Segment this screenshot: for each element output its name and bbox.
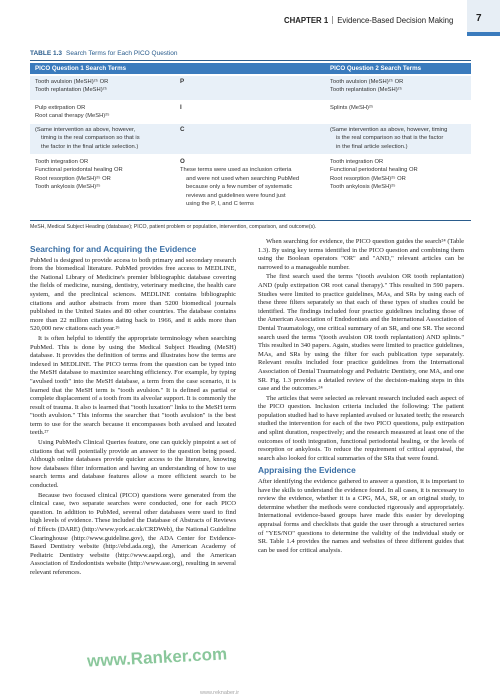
table-cell-q1 [35,126,195,151]
table-cell-line: reviews and guidelines were found just [186,192,286,199]
running-header [0,0,500,36]
table-row [30,124,471,154]
table-title: Search Terms for Each PICO Question [66,50,178,57]
table-cell-q1 [35,78,195,95]
table-cell-line: in the final article selection.) [336,143,408,150]
body-paragraph: Because two focused clinical (PICO) questions were generated from the clinical case, two separate searches were conducted, one for each PICO question. In addition to PubMed, several other databases were used to find high levels of evidence. These included the Database of Abstracts of Reviews of Effects (DARE) (http://www.york.ac.uk/CRDWeb), the National Guideline Clearinghouse (http://www.guideline.gov), the ADA Center for Evidence-Based Dentistry website (http://ebd.ada.org), the American Academy of Pediatric Dentistry website (http://www.aapd.org), and the American Association of Endodontists website (http://www.aae.org), resulting in several relevant references. [30,491,236,576]
table-row [30,102,471,122]
right-text-column [258,238,464,556]
page-tab-block [467,0,500,36]
body-paragraph: After identifying the evidence gathered to answer a question, it is important to have the skills to understand the evidence found. In all cases, it is necessary to review the evidence, whether it is a CPG, MA, SR, or an original study, to determine whether the methods were conducted rigorously and appropriately. International evidence-based groups have made this easier by developing appraisal forms and checklists that guide the user through a structured series of "YES/NO" questions to determine the validity of the individual study or SR. Table 1.4 provides the names and websites of three different guides that can be used for critical analysis. [258,478,464,554]
pico-letter: I [180,104,182,111]
table-label: TABLE 1.3 [30,50,63,57]
table-cell-line: timing is the real comparison so that is [41,135,140,142]
right-paragraphs-bottom [258,478,464,555]
table-footnote: MeSH, Medical Subject Heading (database); PICO, patient problem or population, intervention, comparison, and outcome(s). [30,224,317,230]
pico-letter: P [180,78,185,85]
chapter-label [284,16,453,25]
pico-letter: C [180,126,185,133]
table-cell-line: (Same intervention as above, however, [35,127,136,133]
table-cell-q2 [330,158,468,192]
left-text-column [30,245,236,579]
table-cell-q2 [330,78,468,95]
table-cell-line: Tooth avulsion (MeSH)²⁵ OR [330,79,404,85]
table-cell-line: Tooth avulsion (MeSH)²⁵ OR [35,79,109,85]
table-cell-line: Functional periodontal healing OR [35,167,123,174]
table-cell-q2 [330,126,468,151]
table-row [30,156,471,218]
table-caption [30,50,178,57]
body-paragraph: The articles that were selected as relevant research included each aspect of the PICO question. Inclusion criteria included the following: The patient population studied had to have replanted avulsed or luxated teeth; the research studied the intervention for each of the two PICO questions, pulp extirpation and splint duration, respectively; and the research measured at least one of the outcomes of tooth integration, functional periodontal healing, or the levels of resorption or ankylosis. To reduce the requirement of critical appraisal, the search also looked for critical summaries of the SRs that were found. [258,394,464,462]
watermark-url: www.reknaber.ir [200,690,240,696]
pico-letter: O [180,158,185,165]
body-paragraph: PubMed is designed to provide access to both primary and secondary research from the biomedical literature. PubMed provides free access to MEDLINE, the National Library of Medicine's premier bibliographic database covering the fields of medicine, nursing, dentistry, veterinary medicine, the health care system, and the preclinical sciences. MEDLINE contains bibliographic citations and author abstracts from more than 5200 biomedical journals published in the United States and 80 other countries. The database contains more than 22 million citations dating back to 1966, and it adds more than 520,000 new citations each year.²⁶ [30,256,236,333]
page-number: 7 [476,13,482,24]
table-cell-line: Root resorption (MeSH)²⁵ OR [35,175,111,182]
table-cell-line: Root resorption (MeSH)²⁵ OR [330,175,406,182]
table-row [30,76,471,100]
table-cell-line: (Same intervention as above, however, timing [330,127,448,133]
table-cell-line: Tooth replantation (MeSH)²⁵ [330,87,402,94]
header-divider [332,16,333,24]
body-paragraph: When searching for evidence, the PICO question guides the search²⁴ (Table 1.3). By using key terms identified in the PICO question and combining them using the Boolean operators "OR" and "AND," relevant articles can be narrowed to a manageable number. [258,238,464,271]
table-cell-line: because only a few number of systematic [186,184,293,191]
section-heading-appraising: Appraising the Evidence [258,465,356,476]
table-cell-pico [180,126,350,134]
table-top-rule [30,60,471,61]
table-cell-q2 [330,104,468,112]
section-heading-searching: Searching for and Acquiring the Evidence [30,244,197,254]
table-cell-line: and were not used when searching PubMed [186,175,300,182]
table-bottom-rule [30,220,471,221]
table-cell-pico [180,78,350,86]
chapter-title: Evidence-Based Decision Making [337,16,454,25]
table-cell-line: Tooth ankylosis (MeSH)²⁵ [35,184,101,191]
table-cell-line: Tooth integration OR [35,159,89,165]
table-cell-line: Root canal therapy (MeSH)²⁵ [35,113,110,120]
table-cell-line: Pulp extirpation OR [35,105,86,111]
table-cell-pico [180,158,350,208]
table-header-row [30,63,471,74]
body-paragraph: It is often helpful to identify the appropriate terminology when searching PubMed. This is done by using the Medical Subject Heading (MeSH) database. It provides the definition of terms and illustrates how the terms are indexed in MEDLINE. The PICO terms from the question can be typed into the MeSH database to maximize searching efficiency. For example, by typing "avulsed tooth" into the MeSH database, a term from the case scenario, it is learned that the MeSH term is "tooth avulsion." It is defined as partial or complete displacement of a tooth from its alveolar support. It is commonly the result of trauma. It also is learned that "tooth luxation" links to the MeSH term "tooth avulsion." This informs the searcher that "tooth avulsion" is the best term to use for the search because it encompasses both avulsed and luxated teeth.²⁷ [30,334,236,437]
table-cell-line: Tooth integration OR [330,159,384,165]
table-cell-q1 [35,158,195,192]
right-paragraphs-top [258,238,464,463]
watermark-logo: www.Ranker.com [86,644,228,671]
table-cell-line: These terms were used as inclusion criteria [180,167,292,174]
table-header-q2: PICO Question 2 Search Terms [330,65,422,72]
table-cell-pico [180,104,350,112]
table-cell-line: the factor in the final article selection.) [41,143,139,150]
table-cell-line: Tooth replantation (MeSH)²⁵ [35,87,107,94]
table-cell-line: Splints (MeSH)²⁵ [330,105,374,111]
table-cell-line: using the P, I, and C terms [186,201,254,208]
left-paragraphs [30,257,236,578]
body-paragraph: Using PubMed's Clinical Queries feature, one can quickly pinpoint a set of citations that will potentially provide an answer to the question being posed. Although online databases provide quicker access to the literature, knowing how databases filter information and having an understanding of how to use search terms and database features allow a more efficient search to be conducted. [30,439,236,490]
table-header-q1: PICO Question 1 Search Terms [35,65,127,72]
chapter-number: CHAPTER 1 [284,16,329,25]
table-cell-line: Functional periodontal healing OR [330,167,418,174]
body-paragraph: The first search used the terms "(tooth avulsion OR tooth replantation) AND (pulp extirpation OR root canal therapy)." This resulted in 590 papers. Studies were limited to practice guidelines, MAs, and SRs by using each of these three filters separately so that each of these types of studies could be identified. The findings included four practice guidelines including those of the American Association of Endodontists and the International Association of Dental Traumatology, one critical summary of an SR, and one SR. The second search used the terms "(tooth avulsion OR tooth replantation) AND splints." This resulted in 340 papers. Again, studies were limited to practice guidelines, MAs, and SRs by using the filter for each publication type separately. Relevant results included four practice guidelines from the International Association of Dental Traumatology and Pediatric Dentistry, one MA, and one SR. Fig. 1.3 provides a detailed review of the decision-making steps in this case and the outcomes.²⁴ [258,273,464,393]
table-cell-line: Tooth ankylosis (MeSH)²⁵ [330,184,396,191]
table-cell-q1 [35,104,195,121]
table-cell-line: is the real comparison so that is the factor [336,135,444,142]
